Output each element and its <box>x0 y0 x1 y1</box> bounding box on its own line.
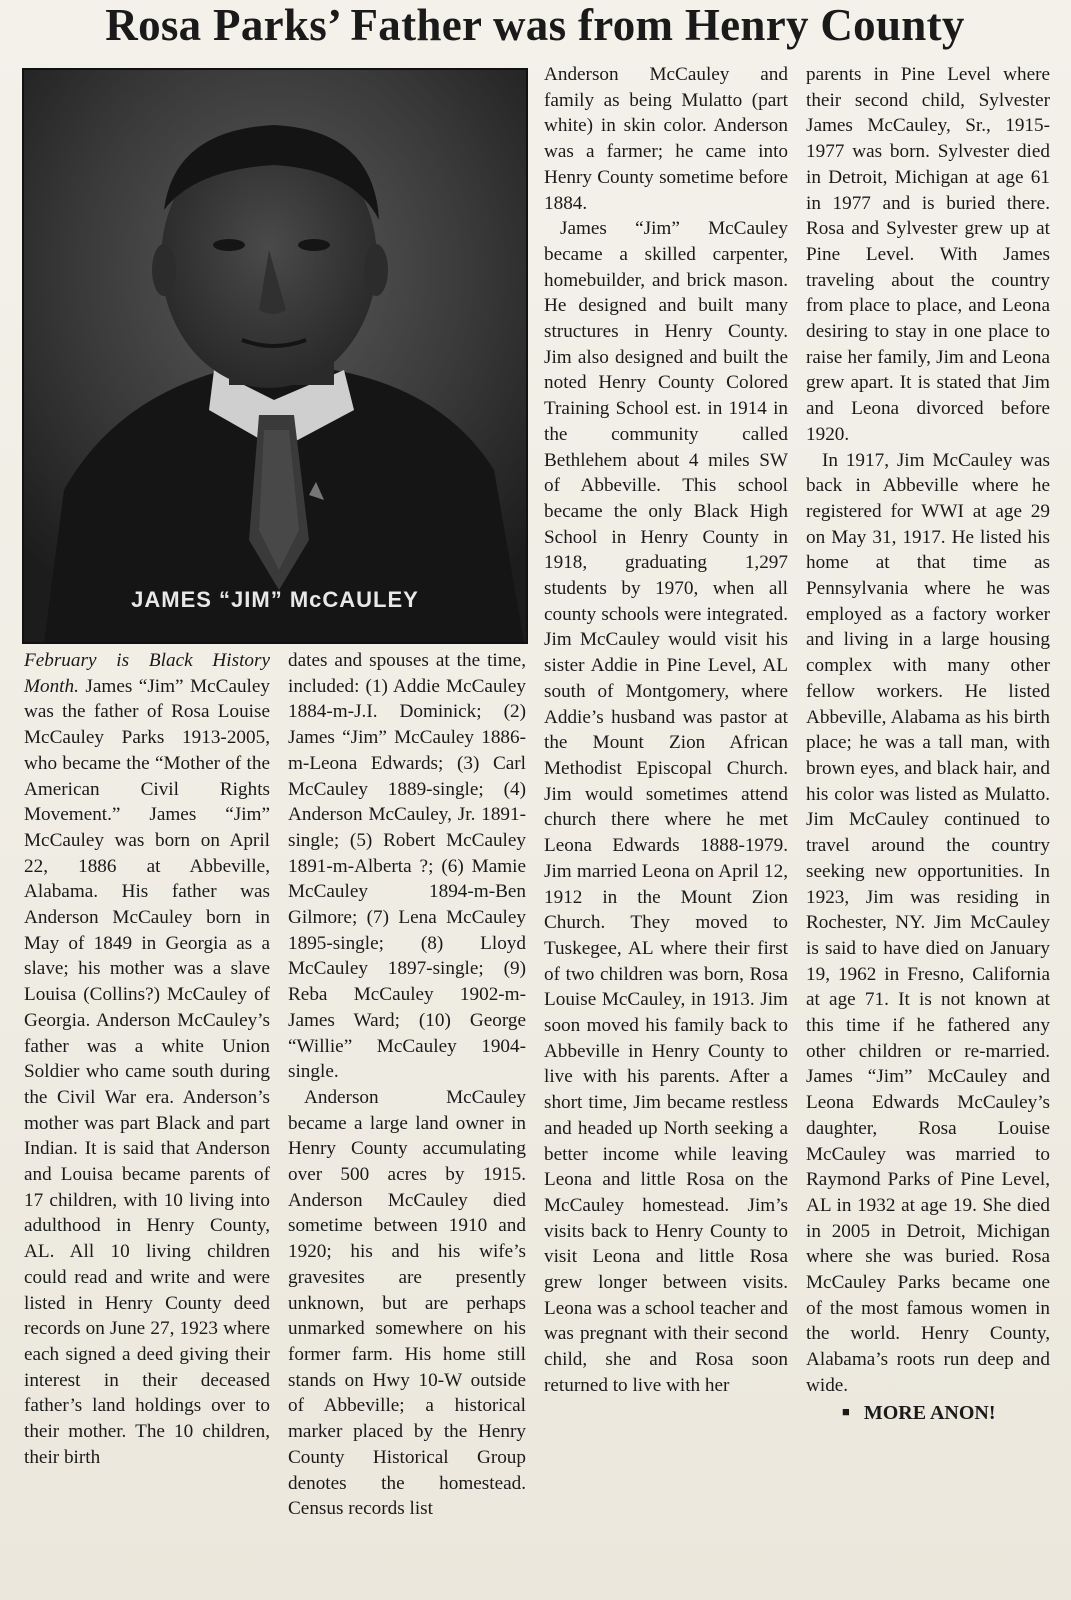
lead-italic: February is Black History Month. <box>24 650 270 697</box>
more-anon-line <box>806 1399 1050 1427</box>
paragraph-text: James “Jim” McCauley was the father of Rosa Louise McCauley Parks 1913-2005, who became the “Mother of the American Civil Rights Movement.” James “Jim” McCauley was born on April 22, 1886 at Abbeville, Alabama. His father was Anderson McCauley born in May of 1849 in Georgia as a slave; his mother was a slave Louisa (Collins?) McCauley of Georgia. Anderson McCauley’s father was a white Union Soldier who came south during the Civil War era. Anderson’s mother was part Black and part Indian. It is said that Anderson and Louisa became parents of 17 children, with 10 living into adulthood in Henry County, AL. All 10 living children could read and write and were listed in Henry County deed records on June 27, 1923 where each signed a deed giving their interest in their deceased father’s land holdings over to their mother. The 10 children, their birth <box>24 675 270 1468</box>
more-label: MORE ANON! <box>863 1401 996 1424</box>
article-column-4 <box>806 62 1050 1426</box>
paragraph <box>24 648 270 1471</box>
portrait-photo <box>22 68 528 644</box>
article-column-1 <box>24 648 270 1471</box>
article-column-2 <box>288 648 526 1522</box>
paragraph: dates and spouses at the time, included: (1) Addie McCauley 1884-m-J.I. Dominick; (2) James “Jim” McCauley 1886-m-Leona Edwards; (3) Carl McCauley 1889-single; (4) Anderson McCauley, Jr. 1891-single; (5) Robert McCauley 1891-m-Alberta ?; (6) Mamie McCauley 1894-m-Ben Gilmore; (7) Lena McCauley 1895-single; (8) Lloyd McCauley 1897-single; (9) Reba McCauley 1902-m-James Ward; (10) George “Willie” McCauley 1904-single. <box>288 650 526 1083</box>
paragraph: In 1917, Jim McCauley was back in Abbeville where he registered for WWI at age 29 on May 31, 1917. He listed his home at that time as Pennsylvania where he was employed as a factory worker and living in a large housing complex with many other fellow workers. He listed Abbeville, Alabama as his birth place; he was a tall man, with brown eyes, and black hair, and his color was listed as Mulatto. Jim McCauley continued to travel around the country seeking new opportunities. In 1923, Jim was residing in Rochester, NY. Jim McCauley is said to have died on January 19, 1962 in Fresno, California at age 71. It is not known at this time if he fathered any other children or re-married. James “Jim” McCauley and Leona Edwards McCauley’s daughter, Rosa Louise McCauley was married to Raymond Parks of Pine Level, AL in 1932 at age 19. She died in 2005 in Detroit, Michigan where she was buried. Rosa McCauley Parks became one of the most famous women in the world. Henry County, Alabama’s roots run deep and wide. <box>806 449 1050 1396</box>
portrait-icon <box>24 70 526 642</box>
photo-caption: JAMES “JIM” McCAULEY <box>131 587 419 612</box>
paragraph: James “Jim” McCauley became a skilled carpenter, homebuilder, and brick mason. He designed and built many structures in Henry County. Jim also designed and built the noted Henry County Colored Training School est. in 1914 in the community called Bethlehem about 4 miles SW of Abbeville. This school became the only Black High School in Henry County in 1918, graduating 1,297 students by 1970, when all county schools were integrated. Jim McCauley would visit his sister Addie in Pine Level, AL south of Montgomery, where Addie’s husband was pastor at the Mount Zion African Methodist Episcopal Church. Jim would sometimes attend church there where he met Leona Edwards 1888-1979. Jim married Leona on April 12, 1912 in the Mount Zion Church. They moved to Tuskegee, AL where their first of two children was born, Rosa Louise McCauley, in 1913. Jim soon moved his family back to Abbeville in Henry County to live with his parents. After a short time, Jim became restless and headed up North seeking a better income while leaving Leona and little Rosa on the McCauley homestead. Jim’s visits back to Henry County to visit Leona and little Rosa grew longer between visits. Leona was a school teacher and was pregnant with their second child, she and Rosa soon returned to live with her <box>544 218 788 1396</box>
square-bullet-icon: ■ <box>842 1403 850 1419</box>
paragraph: Anderson McCauley became a large land owner in Henry County accumulating over 500 acres by 1915. Anderson McCauley died sometime between 1910 and 1920; his and his wife’s gravesites are presently unknown, but are perhaps unmarked somewhere on his former farm. His home still stands on Hwy 10-W outside of Abbeville; a historical marker placed by the Henry County Historical Group denotes the homestead. Census records list <box>288 1086 526 1520</box>
paragraph: parents in Pine Level where their second child, Sylvester James McCauley, Sr., 1915-1977 was born. Sylvester died in Detroit, Michigan at age 61 in 1977 and is buried there. Rosa and Sylvester grew up at Pine Level. With James traveling about the country from place to place, and Leona desiring to stay in one place to raise her family, Jim and Leona grew apart. It is stated that Jim and Leona divorced before 1920. <box>806 64 1050 445</box>
headline: Rosa Parks’ Father was from Henry County <box>105 0 965 50</box>
article-column-3 <box>544 62 788 1399</box>
paragraph: Anderson McCauley and family as being Mulatto (part white) in skin color. Anderson was a farmer; he came into Henry County sometime before 1884. <box>544 64 788 214</box>
